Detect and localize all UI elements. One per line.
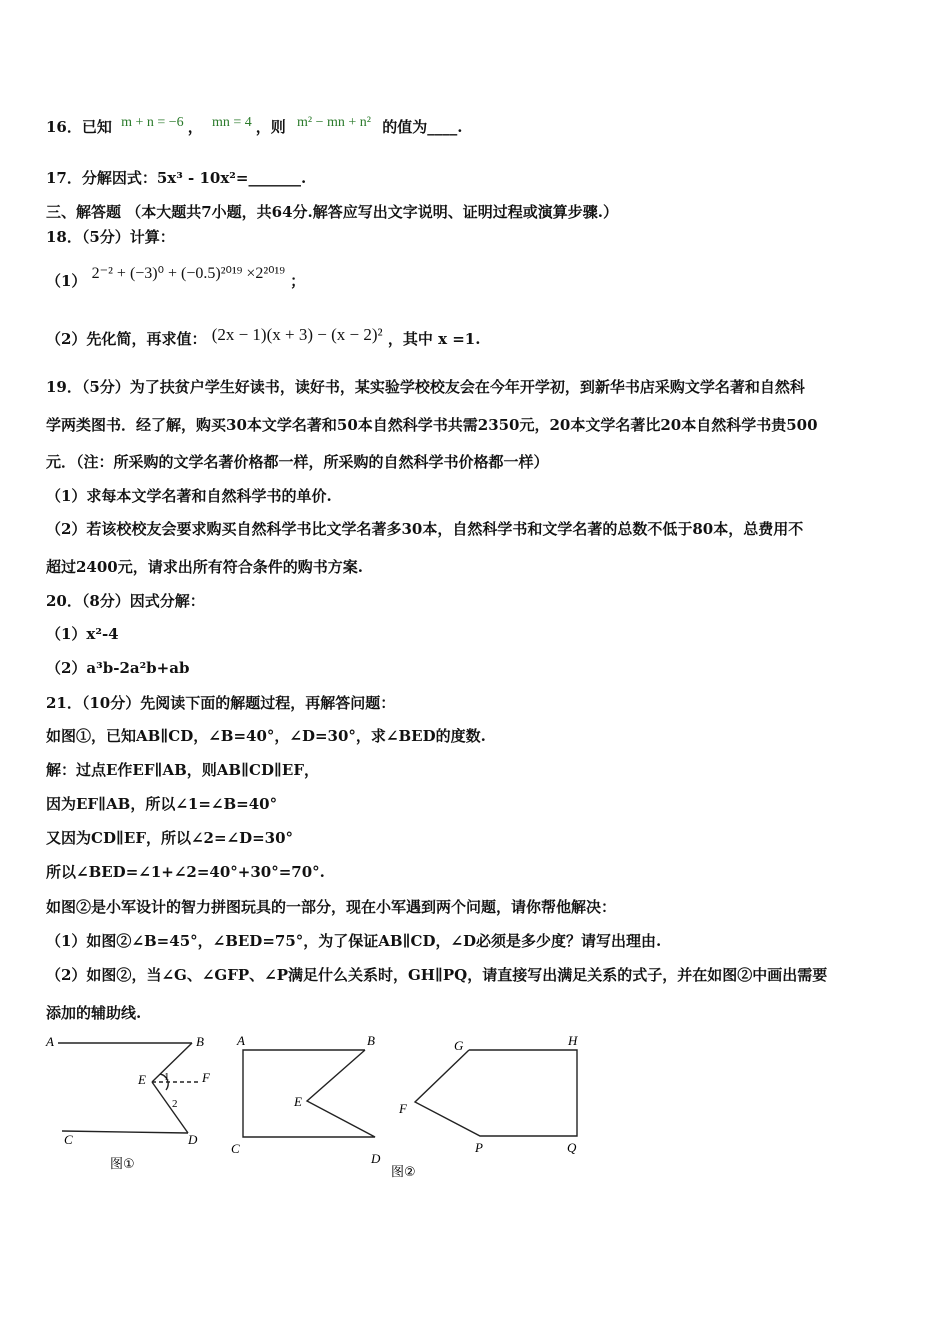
question-21-line2: 解：过点E作EF∥AB，则AB∥CD∥EF， [46, 761, 319, 779]
question-21-line5: 所以∠BED=∠1+∠2=40°+30°=70°. [46, 863, 325, 881]
fig1-label-c: C [64, 1132, 73, 1147]
fig2-label-q: Q [567, 1140, 577, 1155]
fig1-label-f: F [202, 1070, 210, 1085]
q16-expr1: m + n = −6 [121, 115, 184, 130]
question-19-line6: 超过2400元，请求出所有符合条件的购书方案. [46, 558, 363, 576]
question-19-line3: 元．（注：所采购的文学名著价格都一样，所采购的自然科学书价格都一样） [46, 453, 549, 471]
q16-expr3: m² − mn + n² [296, 115, 371, 130]
question-18-part1 [46, 262, 306, 290]
q18-part2-label: （2）先化简，再求值： [46, 330, 207, 348]
question-19-line4: （1）求每本文学名著和自然科学书的单价. [46, 487, 332, 505]
fig2-label-g: G [454, 1038, 464, 1053]
question-21-line7: （1）如图②∠B=45°，∠BED=75°，为了保证AB∥CD，∠D必须是多少度？请写出理由. [46, 932, 662, 950]
fig1-line-cd [62, 1131, 188, 1133]
fig2-label-b: B [367, 1033, 375, 1048]
figure-1 [40, 1030, 220, 1180]
question-20-part2: （2）a³b-2a²b+ab [46, 659, 190, 677]
fig2-label-f: F [399, 1101, 407, 1116]
question-17: 17．分解因式：5x³ - 10x²=_______. [46, 169, 307, 187]
fig2-label-d: D [371, 1151, 381, 1166]
fig1-angle-2: 2 [172, 1098, 178, 1110]
question-21-line9: 添加的辅助线. [46, 1004, 142, 1022]
q18-part1-end: ； [290, 272, 306, 290]
question-19-line5: （2）若该校校友会要求购买自然科学书比文学名著多30本，自然科学书和文学名著的总数不低于80本，总费用不 [46, 520, 804, 538]
question-21-line1: 如图①，已知AB∥CD，∠B=40°，∠D=30°，求∠BED的度数. [46, 727, 486, 745]
fig2-right-shape [415, 1050, 577, 1136]
question-19-line1: 19．（5分）为了扶贫户学生好读书，读好书，某实验学校校友会在今年开学初，到新华书店采购文学名著和自然科 [46, 378, 805, 396]
fig1-line-ed [152, 1082, 188, 1133]
q16-suffix: 的值为____. [382, 118, 463, 136]
q16-sep2: ，则 [255, 118, 286, 136]
fig1-label-e: E [138, 1072, 146, 1087]
fig2-label-c: C [231, 1141, 240, 1156]
fig1-angle-1: 1 [164, 1071, 170, 1083]
question-21-line8: （2）如图②，当∠G、∠GFP、∠P满足什么关系时，GH∥PQ，请直接写出满足关系的式子，并在如图②中画出需要 [46, 966, 828, 984]
question-20-part1: （1）x²-4 [46, 625, 119, 643]
q18-part2-expr: (2x − 1)(x + 3) − (x − 2)² [211, 325, 383, 344]
section-3-heading: 三、解答题 （本大题共7小题，共64分.解答应写出文字说明、证明过程或演算步骤.） [46, 203, 618, 221]
fig1-label-b: B [196, 1034, 204, 1049]
question-18-header: 18．（5分）计算： [46, 228, 175, 246]
question-20-header: 20．（8分）因式分解： [46, 592, 205, 610]
question-16 [46, 116, 462, 137]
question-21-line3: 因为EF∥AB，所以∠1=∠B=40° [46, 795, 278, 813]
fig2-caption: 图② [391, 1165, 416, 1180]
fig1-label-d: D [188, 1132, 198, 1147]
fig2-label-a: A [237, 1033, 245, 1048]
figure-2 [225, 1030, 595, 1185]
fig2-label-p: P [475, 1140, 483, 1155]
fig1-caption: 图① [110, 1157, 135, 1172]
q16-prefix: 16．已知 [46, 118, 112, 136]
question-21-header: 21．（10分）先阅读下面的解题过程，再解答问题： [46, 694, 396, 712]
question-21-line6: 如图②是小军设计的智力拼图玩具的一部分，现在小军遇到两个问题，请你帮他解决： [46, 898, 617, 916]
fig2-left-shape [243, 1050, 375, 1137]
q16-sep1: ， [187, 118, 203, 136]
fig1-label-a: A [46, 1034, 54, 1049]
q18-part1-label: （1） [46, 272, 87, 290]
fig1-line-be [152, 1043, 192, 1082]
q16-expr2: mn = 4 [211, 115, 252, 130]
q18-part2-end: ，其中 x =1. [387, 330, 481, 348]
question-19-line2: 学两类图书．经了解，购买30本文学名著和50本自然科学书共需2350元，20本文学名著比20本自然科学书贵500 [46, 416, 818, 434]
fig2-label-e: E [294, 1094, 302, 1109]
question-18-part2 [46, 324, 481, 348]
q18-part1-expr: 2⁻² + (−3)⁰ + (−0.5)²⁰¹⁹ ×2²⁰¹⁹ [91, 265, 285, 282]
question-21-line4: 又因为CD∥EF，所以∠2=∠D=30° [46, 829, 294, 847]
fig2-label-h: H [568, 1033, 578, 1048]
